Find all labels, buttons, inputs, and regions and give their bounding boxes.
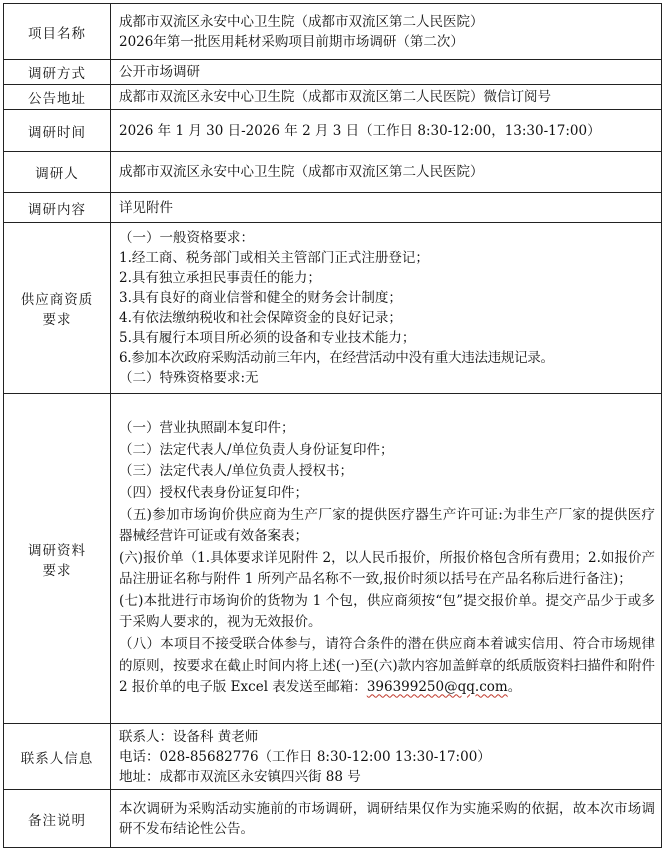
- label-materials-line-1: 调研资料: [28, 542, 86, 559]
- contact-person: 联系人：设备科 黄老师: [119, 728, 259, 745]
- row-qualification: [4, 223, 662, 394]
- contact-email[interactable]: 396399250@qq.com: [366, 679, 508, 696]
- label-qualification-line-2: 要求: [42, 312, 72, 328]
- value-time: 2026 年 1 月 30 日-2026 年 2 月 3 日（工作日 8:30-12:00，13:30-17:00）: [111, 110, 662, 152]
- materials-item-8-text: （八）本项目不接受联合体参与，请符合条件的潜在供应商本着诚实信用、符合市场规律的原则，按要求在截止时间内将上述(一)至(六)款内容加盖鲜章的纸质版资料扫描件和附件 2 报价单的电子版 Excel 表发送至邮箱：: [119, 636, 655, 696]
- materials-item-5: （五)参加市场询价供应商为生产厂家的提供医疗器生产许可证:为非生产厂家的提供医疗器械经营许可证或有效备案表；: [119, 506, 655, 545]
- value-researcher: 成都市双流区永安中心卫生院（成都市双流区第二人民医院）: [111, 152, 662, 193]
- value-notes: [111, 790, 662, 848]
- row-address: [4, 85, 662, 110]
- row-time: [4, 110, 662, 152]
- materials-item-2: （二）法定代表人/单位负责人身份证复印件；: [119, 441, 394, 458]
- qualification-line: 2.具有独立承担民事责任的能力；: [119, 270, 321, 286]
- label-researcher: 调研人: [4, 152, 111, 193]
- value-method: 公开市场调研: [111, 60, 662, 85]
- label-materials: [4, 394, 111, 724]
- materials-item-1: （一）营业执照副本复印件；: [119, 420, 295, 437]
- qualification-line: 5.具有履行本项目所必须的设备和专业技术能力；: [119, 330, 416, 346]
- qualification-line: （二）特殊资格要求:无: [119, 370, 259, 386]
- label-project-name: 项目名称: [4, 4, 111, 60]
- row-content: [4, 193, 662, 223]
- contact-phone: 电话：028-85682776（工作日 8:30-12:00 13:30-17:00）: [119, 748, 491, 765]
- qualification-line: 1.经工商、税务部门或相关主管部门正式注册登记；: [119, 250, 429, 266]
- row-materials: [4, 394, 662, 724]
- survey-table: [3, 3, 662, 848]
- qualification-line: 4.有依法缴纳税收和社会保障资金的良好记录；: [119, 310, 402, 326]
- value-project-name: [111, 4, 662, 60]
- row-notes: [4, 790, 662, 848]
- label-materials-line-2: 要求: [42, 562, 72, 579]
- materials-item-8-end: 。: [507, 679, 522, 696]
- label-time: 调研时间: [4, 110, 111, 152]
- qualification-line: （一）一般资格要求：: [119, 230, 254, 246]
- qualification-line: 3.具有良好的商业信誉和健全的财务会计制度；: [119, 290, 402, 306]
- notes-text: 本次调研为采购活动实施前的市场调研，调研结果仅作为实施采购的依据，故本次市场调研不发布结论性公告。: [119, 800, 655, 837]
- row-method: [4, 60, 662, 85]
- materials-item-8: [119, 634, 655, 699]
- row-researcher: [4, 152, 662, 193]
- label-notes: 备注说明: [4, 790, 111, 848]
- materials-item-4: （四）授权代表身份证复印件；: [119, 484, 308, 501]
- label-address: 公告地址: [4, 85, 111, 110]
- value-contact: [111, 724, 662, 790]
- qualification-line: 6.参加本次政府采购活动前三年内，在经营活动中没有重大违法违规记录。: [119, 350, 554, 366]
- contact-address: 地址：成都市双流区永安镇四兴街 88 号: [119, 768, 361, 785]
- label-method: 调研方式: [4, 60, 111, 85]
- materials-item-6: (六)报价单（1.具体要求详见附件 2，以人民币报价，所报价格包含所有费用；2.如报价产品注册证名称与附件 1 所列产品名称不一致,报价时须以括号在产品名称后进行备注)；: [119, 549, 655, 588]
- label-qualification: [4, 223, 111, 394]
- materials-item-7: (七)本批进行市场询价的货物为 1 个包，供应商须按“包”提交报价单。提交产品少于或多于采购人要求的，视为无效报价。: [119, 592, 655, 631]
- row-contact: [4, 724, 662, 790]
- value-content: 详见附件: [111, 193, 662, 223]
- materials-item-3: （三）法定代表人/单位负责人授权书；: [119, 463, 354, 480]
- label-qualification-line-1: 供应商资质: [20, 292, 94, 308]
- row-project-name: [4, 4, 662, 60]
- label-content: 调研内容: [4, 193, 111, 223]
- value-address: 成都市双流区永安中心卫生院（成都市双流区第二人民医院）微信订阅号: [111, 85, 662, 110]
- value-qualification: [111, 223, 662, 394]
- project-name-line-1: 成都市双流区永安中心卫生院（成都市双流区第二人民医院）: [119, 13, 484, 30]
- project-name-line-2: 2026年第一批医用耗材采购项目前期市场调研（第二次）: [119, 33, 464, 50]
- label-contact: 联系人信息: [4, 724, 111, 790]
- value-materials: [111, 394, 662, 724]
